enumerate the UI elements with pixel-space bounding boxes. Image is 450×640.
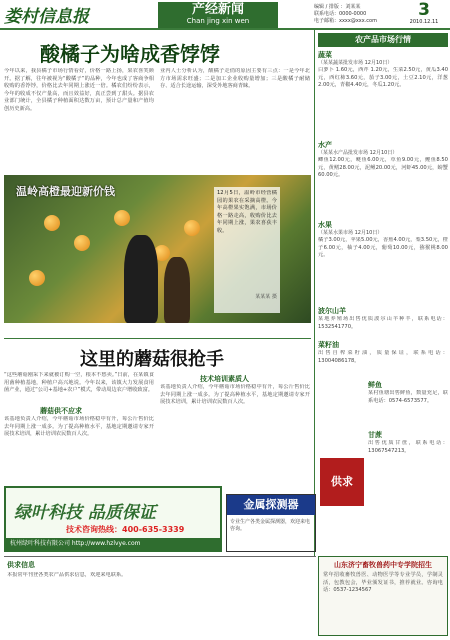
notice-fish (368, 380, 448, 430)
market-section-subtitle: （某某水果市场 12月10日） (318, 230, 383, 236)
article2-subhead1: 蘑菇供不应求 (40, 407, 82, 415)
article1-headline: 酸橘子为啥成香饽饽 (40, 42, 220, 66)
article1-body-col2: 业内人士分析认为，酸橘子走俏的原因主要有三点：一是今年北方市场需求旺盛；二是加工企业收购量增加；三是酸橘子耐储存、适合长途运输，深受外地客商青睐。 (160, 68, 310, 90)
article2-body-col1b: 该基地负责人介绍，今年蘑菇市场价格稳中有升，每公斤售价比去年同期上涨一成多。为了提高种植水平，基地定期邀请专家开展技术培训，累计培训农民数百人次。 (4, 416, 154, 438)
article2-headline: 这里的蘑菇很抢手 (80, 349, 224, 370)
notice-title: 鲜鱼 (368, 381, 382, 389)
notice-title: 甘蔗 (368, 431, 382, 439)
divider (4, 338, 311, 339)
metal-detector-text: 专业生产各类金属探测器，欢迎来电咨询。 (230, 519, 311, 532)
market-section-aquatic (318, 140, 448, 221)
notice-text: 某地养殖场出售优质波尔山羊种羊，联系电话：1532541770。 (318, 316, 448, 330)
bottom-ad-title: 供求信息 (7, 561, 35, 569)
notice-text: 出售优质甘蔗，联系电话：13067547213。 (368, 440, 448, 454)
market-section-vegetables (318, 50, 448, 131)
market-section-fruit (318, 220, 448, 295)
notice-text: 出售自榨菜籽油，质量保证，联系电话：13004086178。 (318, 350, 448, 364)
article2-body-col1: “这些蘑菇刚采下来就被订购一空，根本不愁卖。”日前，在某镇食用菌种植基地，种植户高兴地说。今年以来，该镇大力发展食用菌产业，通过“公司+基地+农户”模式，带动周边农户增收致富。 (4, 372, 154, 394)
page-number-box (402, 1, 446, 27)
notice-text: 某村鱼塘出售鲜鱼，数量充足，联系电话：0574-6573577。 (368, 390, 448, 404)
school-ad (318, 556, 448, 636)
bottom-ad-text: 本报常年刊登各类农产品供求信息，欢迎来电联系。 (7, 572, 127, 578)
section-pinyin: Chan jing xin wen (186, 17, 250, 25)
page-number: 3 (418, 0, 430, 20)
sidebar-header: 农产品市场行情 (318, 33, 448, 47)
notice-oil (318, 340, 448, 374)
orange-orchard-photo (4, 175, 311, 323)
market-section-title: 水果 (318, 221, 332, 229)
masthead-logo: 娄村信息报 (4, 7, 89, 27)
photo-caption-box (214, 187, 280, 313)
notice-title: 菜籽油 (318, 341, 339, 349)
notice-goat (318, 306, 448, 340)
article2-body-col2: 该基地负责人介绍，今年蘑菇市场价格稳中有升，每公斤售价比去年同期上涨一成多。为了提高种植水平，基地定期邀请专家开展技术培训，累计培训农民数百人次。 (160, 384, 310, 406)
greenleaf-ad-footer: 杭州绿叶科技有限公司 http://www.hzlvye.com (6, 538, 220, 550)
market-section-text: 白萝卜 1.60元，西芹 1.20元，生菜2.50元，黄瓜3.40元，西红柿3.60元，茄子3.00元，土豆2.10元，洋葱2.00元，青椒4.40元，冬瓜1.20元。 (318, 67, 448, 89)
greenleaf-ad (4, 486, 222, 552)
market-section-text: 橘子3.00元，苹果5.00元，香蕉4.00元，梨3.50元，橙子6.00元，柚子4.00元，葡萄10.00元，猕猴桃8.00元。 (318, 237, 448, 259)
notice-sugarcane (368, 430, 448, 480)
column-divider (314, 30, 315, 556)
header-info-line: 编辑 / 排版 ：刘某某 (314, 4, 361, 10)
greenleaf-ad-slogan: 绿叶科技 品质保证 (14, 503, 156, 523)
metal-detector-title: 金属探测器 (227, 495, 315, 515)
photo-credit: 某某某 摄 (255, 294, 277, 300)
market-section-title: 水产 (318, 141, 332, 149)
bottom-ads-area (4, 556, 316, 636)
issue-date: 2010.12.11 (409, 19, 439, 25)
school-ad-title: 山东济宁畜牧兽药中专学院招生 (334, 561, 432, 569)
market-section-subtitle: （某某水产品批发市场 12月10日） (318, 150, 398, 156)
photo-title: 温岭高橙最迎新价钱 (16, 185, 115, 198)
school-ad-text: 常年招收畜牧兽医、动物医学等专业学员，学制灵活，包教包会，毕业颁发证书，推荐就业。咨询电话：0537-1234567 (323, 572, 443, 594)
section-title: 产经新闻 (191, 2, 244, 17)
greenleaf-ad-hotline: 技术咨询热线：400-635-3339 (66, 525, 185, 534)
market-section-text: 鲫鱼12.00元，鲢鱼6.00元，草鱼9.00元，鲤鱼8.50元，黄鳝28.00元，泥鳅20.00元，河虾45.00元，螃蟹60.00元。 (318, 157, 448, 179)
metal-detector-ad (226, 494, 316, 552)
market-section-subtitle: （某某蔬菜批发市场 12月10日） (318, 60, 393, 66)
market-section-title: 蔬菜 (318, 51, 332, 59)
photo-caption: 12月5日，温岭市经营橘园的果农在采摘高橙。今年高橙果实饱满，市场价格一路走高，收购价比去年同期上涨，果农喜获丰收。 (217, 190, 277, 234)
header-info-line: 联系电话：0000-0000 (314, 11, 367, 17)
article1-body-col1: 今年以来，我县橘子市场行情看好，价格一路上扬，果农喜笑颜开。据了解，往年被视为“酸橘子”的品种，今年也成了客商争相收购的香饽饽，价格比去年同期上涨近一倍。橘农们纷纷表示，今年的收成不仅产量高，而且效益好，真正尝到了甜头。据县农业部门统计，全县橘子种植面积达数万亩，预计总产量和产值均创历史新高。 (4, 68, 154, 112)
header-info-line: 电子邮箱：xxxx@xxx.com (314, 18, 377, 24)
section-banner (158, 2, 278, 28)
article2-subhead2: 技术培训素质人 (200, 375, 249, 383)
header-info (314, 4, 398, 25)
supply-demand-badge: 供求 (320, 458, 364, 506)
notice-title: 波尔山羊 (318, 307, 346, 315)
